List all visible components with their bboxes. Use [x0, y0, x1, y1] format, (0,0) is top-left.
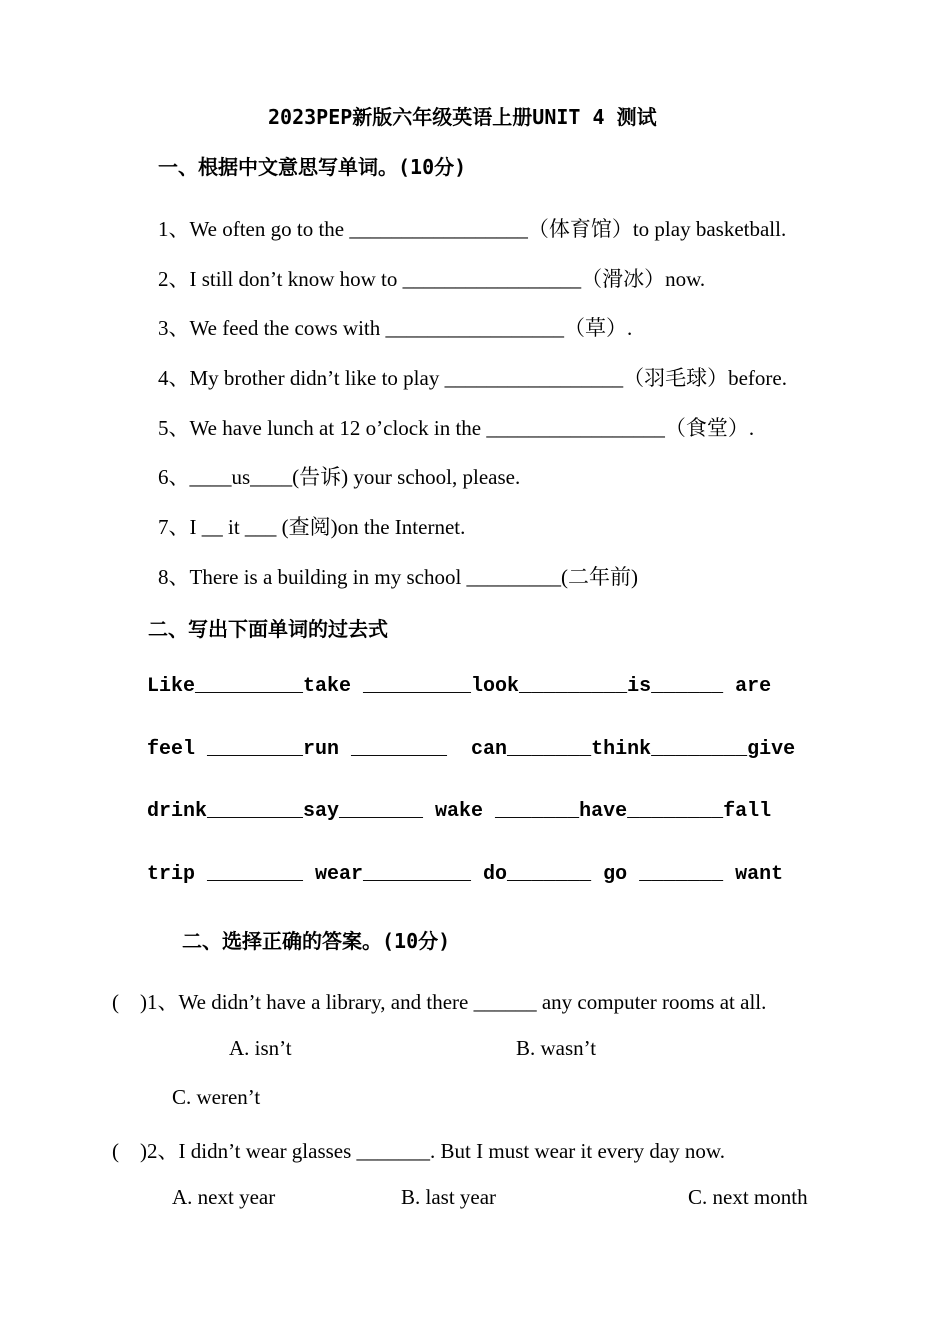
past-tense-row-2: feel ________run ________ can_______think________give: [147, 738, 796, 761]
page-title: 2023PEP新版六年级英语上册UNIT 4 测试: [268, 105, 657, 129]
question-2-option-b: B. last year: [401, 1185, 497, 1209]
past-tense-row-3: drink________say_______ wake _______have________fall: [147, 800, 772, 823]
section-1-item-8: 8、There is a building in my school _________(二年前): [158, 565, 639, 589]
past-tense-row-1: Like_________take _________look_________is______ are: [147, 675, 772, 698]
section-1-item-5: 5、We have lunch at 12 o’clock in the _________________（食堂）.: [158, 416, 755, 440]
section-1-item-4: 4、My brother didn’t like to play _________________（羽毛球）before.: [158, 366, 787, 390]
section-2-heading: 二、写出下面单词的过去式: [148, 617, 388, 641]
question-1-option-b: B. wasn’t: [516, 1036, 597, 1060]
question-1-option-c: C. weren’t: [172, 1085, 261, 1109]
section-3-heading: 二、选择正确的答案。(10分): [182, 929, 451, 953]
question-1-stem: ( )1、We didn’t have a library, and there ______ any computer rooms at all.: [112, 990, 767, 1014]
question-2-option-c: C. next month: [688, 1185, 808, 1209]
question-2-stem: ( )2、I didn’t wear glasses _______. But I must wear it every day now.: [112, 1139, 725, 1163]
question-2-option-a: A. next year: [172, 1185, 276, 1209]
section-1-item-7: 7、I __ it ___ (查阅)on the Internet.: [158, 515, 466, 539]
section-1-item-1: 1、We often go to the _________________（体育馆）to play basketball.: [158, 217, 787, 241]
question-1-option-a: A. isn’t: [229, 1036, 292, 1060]
section-1-item-6: 6、____us____(告诉) your school, please.: [158, 465, 521, 489]
section-1-item-2: 2、I still don’t know how to _________________（滑冰）now.: [158, 267, 706, 291]
past-tense-row-4: trip ________ wear_________ do_______ go _______ want: [147, 863, 784, 886]
section-1-item-3: 3、We feed the cows with _________________（草）.: [158, 316, 633, 340]
section-1-heading: 一、根据中文意思写单词。(10分): [158, 155, 467, 179]
